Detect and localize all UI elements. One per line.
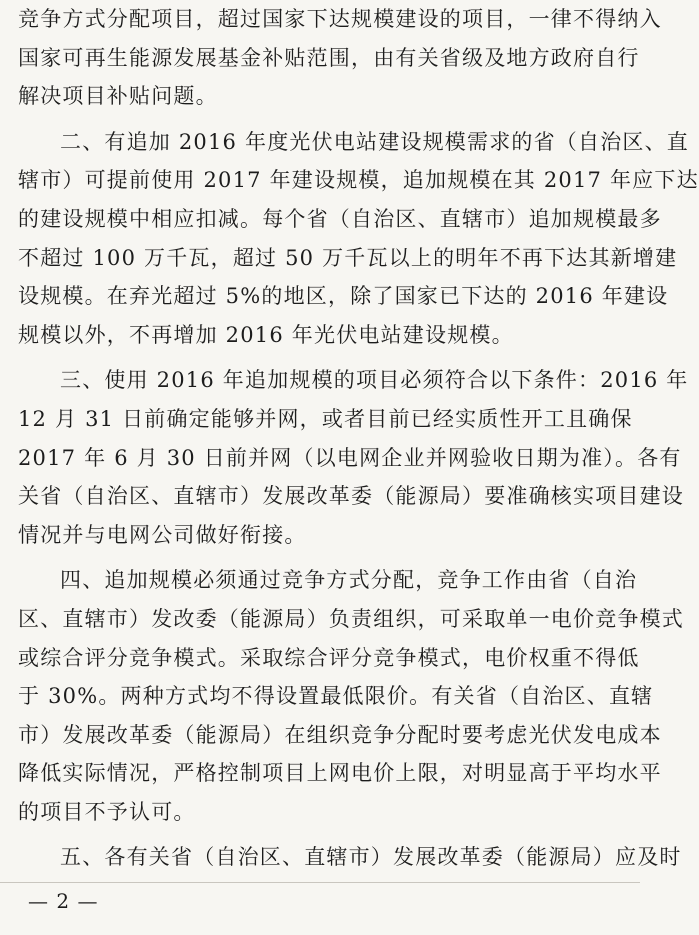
text-line: 五、各有关省（自治区、直辖市）发展改革委（能源局）应及时 [60, 845, 682, 870]
text-line: 国家可再生能源发展基金补贴范围，由有关省级及地方政府自行 [18, 45, 640, 70]
text-line: 区、直辖市）发改委（能源局）负责组织，可采取单一电价竞争模式 [18, 606, 684, 631]
text-line: 解决项目补贴问题。 [18, 84, 218, 109]
text-line: 降低实际情况，严格控制项目上网电价上限，对明显高于平均水平 [18, 761, 662, 786]
text-line: 的项目不予认可。 [18, 799, 196, 824]
text-line: 12 月 31 日前确定能够并网，或者目前已经实质性开工且确保 [18, 406, 633, 431]
page-number: — 2 — [28, 889, 99, 913]
text-line: 或综合评分竞争模式。采取综合评分竞争模式，电价权重不得低 [18, 645, 640, 670]
text-line: 不超过 100 万千瓦，超过 50 万千瓦以上的明年不再下达其新增建 [18, 245, 678, 270]
text-line: 三、使用 2016 年追加规模的项目必须符合以下条件：2016 年 [60, 368, 689, 393]
text-line: 四、追加规模必须通过竞争方式分配，竞争工作由省（自治 [60, 568, 638, 593]
text-line: 二、有追加 2016 年度光伏电站建设规模需求的省（自治区、直 [60, 129, 689, 154]
text-line: 设规模。在弃光超过 5%的地区，除了国家已下达的 2016 年建设 [18, 284, 669, 309]
document-body [18, 0, 699, 884]
text-line: 规模以外，不再增加 2016 年光伏电站建设规模。 [18, 322, 514, 347]
paragraph-5 [18, 838, 682, 877]
paragraph-1 [18, 0, 662, 116]
paragraph-2 [18, 123, 699, 355]
text-line: 市）发展改革委（能源局）在组织竞争分配时要考虑光伏发电成本 [18, 722, 662, 747]
footer-divider [0, 882, 640, 883]
text-line: 于 30%。两种方式均不得设置最低限价。有关省（自治区、直辖 [18, 684, 654, 709]
text-line: 竞争方式分配项目，超过国家下达规模建设的项目，一律不得纳入 [18, 7, 662, 31]
text-line: 2017 年 6 月 30 日前并网（以电网企业并网验收日期为准）。各有 [18, 445, 682, 470]
text-line: 辖市）可提前使用 2017 年建设规模，追加规模在其 2017 年应下达 [18, 168, 699, 193]
text-line: 关省（自治区、直辖市）发展改革委（能源局）要准确核实项目建设 [18, 484, 684, 509]
text-line: 情况并与电网公司做好衔接。 [18, 522, 307, 547]
paragraph-4 [18, 561, 684, 831]
text-line: 的建设规模中相应扣减。每个省（自治区、直辖市）追加规模最多 [18, 206, 662, 231]
paragraph-3 [18, 361, 689, 554]
